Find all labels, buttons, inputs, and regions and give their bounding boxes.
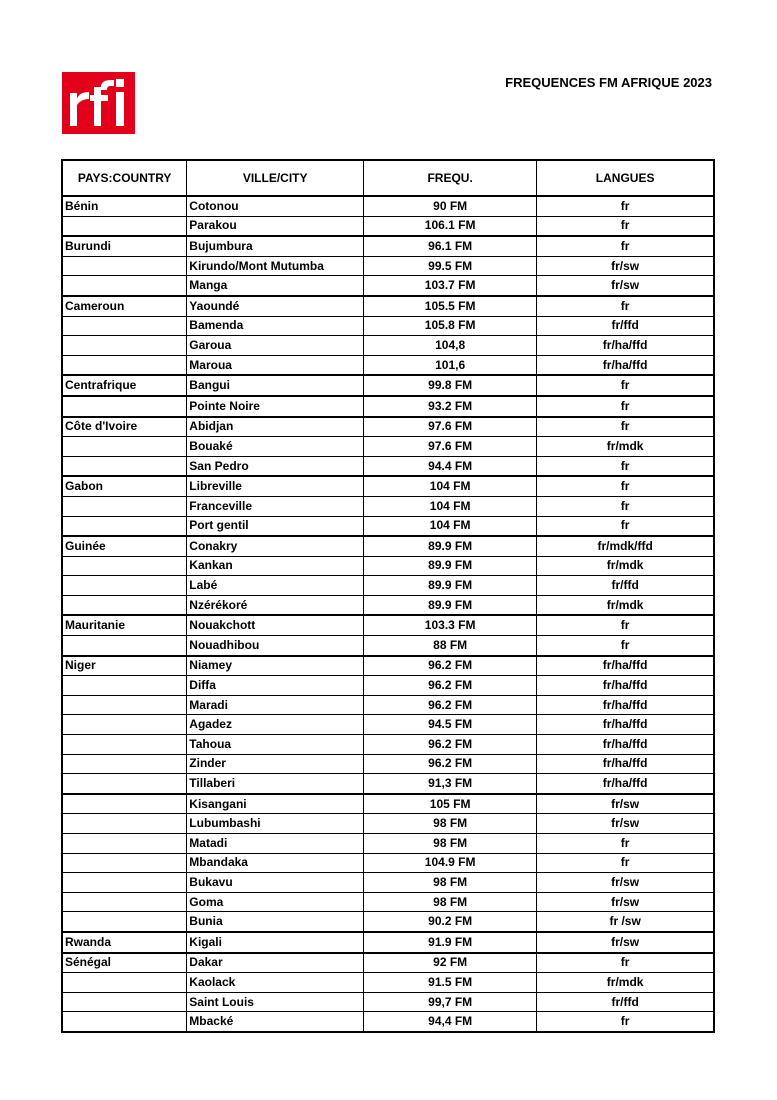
languages-cell: fr/ha/ffd (537, 355, 714, 375)
frequency-cell: 90.2 FM (364, 912, 537, 932)
city-cell: Garoua (187, 336, 364, 356)
table-row (62, 794, 714, 814)
city-cell: Bukavu (187, 873, 364, 893)
frequency-cell: 104,8 (364, 336, 537, 356)
languages-cell: fr/ha/ffd (537, 735, 714, 755)
country-cell (62, 276, 187, 296)
country-cell (62, 794, 187, 814)
frequency-cell: 104 FM (364, 476, 537, 496)
table-row (62, 576, 714, 596)
table-row (62, 892, 714, 912)
frequency-cell: 98 FM (364, 873, 537, 893)
country-cell (62, 774, 187, 794)
table-row (62, 355, 714, 375)
table-row (62, 992, 714, 1012)
country-cell (62, 853, 187, 873)
frequency-cell: 104 FM (364, 516, 537, 536)
frequency-cell: 98 FM (364, 814, 537, 834)
city-cell: Mbacké (187, 1012, 364, 1032)
country-cell (62, 735, 187, 755)
city-cell: Franceville (187, 496, 364, 516)
rfi-logo (62, 72, 135, 134)
languages-cell: fr/ha/ffd (537, 774, 714, 794)
country-cell (62, 754, 187, 774)
country-cell: Côte d'Ivoire (62, 417, 187, 437)
frequency-cell: 99.8 FM (364, 375, 537, 396)
city-cell: Tahoua (187, 735, 364, 755)
city-cell: Nzérékoré (187, 595, 364, 615)
city-cell: Libreville (187, 476, 364, 496)
languages-cell: fr/ha/ffd (537, 676, 714, 696)
table-row (62, 437, 714, 457)
languages-cell: fr (537, 375, 714, 396)
table-row (62, 615, 714, 635)
table-row (62, 595, 714, 615)
city-cell: Bamenda (187, 316, 364, 336)
city-cell: Saint Louis (187, 992, 364, 1012)
table-row (62, 1012, 714, 1032)
table-row (62, 873, 714, 893)
city-cell: Niamey (187, 656, 364, 676)
country-cell (62, 1012, 187, 1032)
frequency-cell: 97.6 FM (364, 417, 537, 437)
table-row (62, 336, 714, 356)
table-row (62, 834, 714, 854)
frequency-cell: 105.8 FM (364, 316, 537, 336)
table-row (62, 656, 714, 676)
city-cell: Agadez (187, 715, 364, 735)
languages-cell: fr (537, 417, 714, 437)
city-cell: Mbandaka (187, 853, 364, 873)
country-cell (62, 216, 187, 236)
table-row (62, 695, 714, 715)
country-cell (62, 496, 187, 516)
city-cell: Parakou (187, 216, 364, 236)
table-row (62, 456, 714, 476)
languages-cell: fr /sw (537, 912, 714, 932)
city-cell: Yaoundé (187, 296, 364, 316)
table-row (62, 516, 714, 536)
country-cell (62, 456, 187, 476)
frequency-cell: 104.9 FM (364, 853, 537, 873)
languages-cell: fr (537, 396, 714, 417)
city-cell: Nouakchott (187, 615, 364, 635)
country-cell: Mauritanie (62, 615, 187, 635)
country-cell (62, 715, 187, 735)
languages-cell: fr/mdk/ffd (537, 536, 714, 556)
languages-cell: fr (537, 496, 714, 516)
table-row (62, 735, 714, 755)
country-cell (62, 556, 187, 576)
table-row (62, 676, 714, 696)
languages-cell: fr/ffd (537, 992, 714, 1012)
table-row (62, 932, 714, 953)
city-cell: Maroua (187, 355, 364, 375)
table-header-row (62, 160, 714, 196)
languages-cell: fr/ha/ffd (537, 656, 714, 676)
city-cell: Port gentil (187, 516, 364, 536)
languages-cell: fr (537, 953, 714, 973)
country-cell (62, 576, 187, 596)
frequency-cell: 94,4 FM (364, 1012, 537, 1032)
frequency-cell: 94.4 FM (364, 456, 537, 476)
city-cell: Kankan (187, 556, 364, 576)
languages-cell: fr/ha/ffd (537, 754, 714, 774)
city-cell: Kirundo/Mont Mutumba (187, 256, 364, 276)
frequency-cell: 89.9 FM (364, 576, 537, 596)
city-cell: Zinder (187, 754, 364, 774)
languages-cell: fr/mdk (537, 595, 714, 615)
languages-cell: fr/ha/ffd (537, 336, 714, 356)
city-cell: Goma (187, 892, 364, 912)
country-cell (62, 695, 187, 715)
country-cell (62, 316, 187, 336)
table-row (62, 953, 714, 973)
languages-cell: fr (537, 853, 714, 873)
country-cell (62, 256, 187, 276)
country-cell: Centrafrique (62, 375, 187, 396)
table-row (62, 636, 714, 656)
languages-cell: fr (537, 516, 714, 536)
languages-cell: fr/mdk (537, 973, 714, 993)
city-cell: Conakry (187, 536, 364, 556)
country-cell: Cameroun (62, 296, 187, 316)
city-cell: Kisangani (187, 794, 364, 814)
city-cell: Matadi (187, 834, 364, 854)
city-cell: Bunia (187, 912, 364, 932)
languages-cell: fr (537, 476, 714, 496)
frequency-cell: 88 FM (364, 636, 537, 656)
frequency-cell: 91.5 FM (364, 973, 537, 993)
table-row (62, 276, 714, 296)
country-cell (62, 814, 187, 834)
frequency-cell: 103.3 FM (364, 615, 537, 635)
column-header-city: VILLE/CITY (187, 160, 364, 196)
document-title: FREQUENCES FM AFRIQUE 2023 (505, 75, 712, 90)
city-cell: Nouadhibou (187, 636, 364, 656)
languages-cell: fr/ha/ffd (537, 695, 714, 715)
languages-cell: fr/ffd (537, 576, 714, 596)
languages-cell: fr/sw (537, 932, 714, 953)
country-cell (62, 437, 187, 457)
country-cell (62, 992, 187, 1012)
city-cell: Bangui (187, 375, 364, 396)
languages-cell: fr/sw (537, 873, 714, 893)
frequency-cell: 99,7 FM (364, 992, 537, 1012)
frequency-cell: 89.9 FM (364, 556, 537, 576)
table-row (62, 556, 714, 576)
languages-cell: fr/sw (537, 256, 714, 276)
country-cell (62, 396, 187, 417)
table-row (62, 973, 714, 993)
frequency-cell: 96.2 FM (364, 754, 537, 774)
country-cell (62, 973, 187, 993)
languages-cell: fr (537, 636, 714, 656)
country-cell (62, 636, 187, 656)
city-cell: Kaolack (187, 973, 364, 993)
city-cell: Manga (187, 276, 364, 296)
frequency-cell: 92 FM (364, 953, 537, 973)
country-cell: Niger (62, 656, 187, 676)
table-row (62, 536, 714, 556)
frequency-cell: 103.7 FM (364, 276, 537, 296)
city-cell: Labé (187, 576, 364, 596)
rfi-logo-mark (62, 72, 135, 134)
table-body (62, 196, 714, 1032)
country-cell: Guinée (62, 536, 187, 556)
languages-cell: fr/ha/ffd (537, 715, 714, 735)
languages-cell: fr (537, 236, 714, 256)
frequency-cell: 90 FM (364, 196, 537, 216)
table-row (62, 236, 714, 256)
country-cell: Rwanda (62, 932, 187, 953)
city-cell: Lubumbashi (187, 814, 364, 834)
frequency-cell: 89.9 FM (364, 536, 537, 556)
country-cell: Sénégal (62, 953, 187, 973)
frequency-cell: 104 FM (364, 496, 537, 516)
country-cell (62, 516, 187, 536)
country-cell (62, 595, 187, 615)
frequency-cell: 106.1 FM (364, 216, 537, 236)
frequency-cell: 97.6 FM (364, 437, 537, 457)
country-cell: Bénin (62, 196, 187, 216)
frequency-cell: 105 FM (364, 794, 537, 814)
languages-cell: fr (537, 1012, 714, 1032)
city-cell: Tillaberi (187, 774, 364, 794)
country-cell (62, 834, 187, 854)
languages-cell: fr (537, 456, 714, 476)
table-row (62, 496, 714, 516)
frequency-cell: 96.1 FM (364, 236, 537, 256)
table-row (62, 256, 714, 276)
country-cell (62, 873, 187, 893)
table-row (62, 774, 714, 794)
frequency-cell: 96.2 FM (364, 676, 537, 696)
city-cell: Pointe Noire (187, 396, 364, 417)
frequency-cell: 94.5 FM (364, 715, 537, 735)
languages-cell: fr (537, 216, 714, 236)
frequency-cell: 89.9 FM (364, 595, 537, 615)
column-header-country: PAYS:COUNTRY (62, 160, 187, 196)
table-row (62, 853, 714, 873)
country-cell: Gabon (62, 476, 187, 496)
table-row (62, 396, 714, 417)
languages-cell: fr (537, 615, 714, 635)
table-row (62, 216, 714, 236)
country-cell (62, 892, 187, 912)
languages-cell: fr/ffd (537, 316, 714, 336)
frequency-cell: 93.2 FM (364, 396, 537, 417)
frequency-cell: 99.5 FM (364, 256, 537, 276)
languages-cell: fr (537, 296, 714, 316)
frequency-cell: 96.2 FM (364, 656, 537, 676)
table-row (62, 476, 714, 496)
languages-cell: fr/sw (537, 814, 714, 834)
frequency-table (61, 159, 715, 1033)
languages-cell: fr/mdk (537, 437, 714, 457)
table-row (62, 417, 714, 437)
city-cell: San Pedro (187, 456, 364, 476)
city-cell: Maradi (187, 695, 364, 715)
frequency-cell: 96.2 FM (364, 695, 537, 715)
city-cell: Dakar (187, 953, 364, 973)
country-cell (62, 336, 187, 356)
column-header-frequency: FREQU. (364, 160, 537, 196)
city-cell: Bouaké (187, 437, 364, 457)
frequency-cell: 96.2 FM (364, 735, 537, 755)
country-cell (62, 676, 187, 696)
city-cell: Abidjan (187, 417, 364, 437)
languages-cell: fr/sw (537, 794, 714, 814)
table-row (62, 196, 714, 216)
country-cell: Burundi (62, 236, 187, 256)
table-row (62, 754, 714, 774)
table-row (62, 814, 714, 834)
frequency-cell: 98 FM (364, 892, 537, 912)
table-row (62, 715, 714, 735)
country-cell (62, 355, 187, 375)
country-cell (62, 912, 187, 932)
languages-cell: fr/mdk (537, 556, 714, 576)
frequency-cell: 91,3 FM (364, 774, 537, 794)
table-row (62, 375, 714, 396)
city-cell: Kigali (187, 932, 364, 953)
languages-cell: fr (537, 196, 714, 216)
frequency-cell: 101,6 (364, 355, 537, 375)
frequency-cell: 105.5 FM (364, 296, 537, 316)
languages-cell: fr/sw (537, 276, 714, 296)
frequency-cell: 91.9 FM (364, 932, 537, 953)
languages-cell: fr/sw (537, 892, 714, 912)
languages-cell: fr (537, 834, 714, 854)
city-cell: Cotonou (187, 196, 364, 216)
table-row (62, 296, 714, 316)
frequency-cell: 98 FM (364, 834, 537, 854)
column-header-languages: LANGUES (537, 160, 714, 196)
table-row (62, 316, 714, 336)
city-cell: Bujumbura (187, 236, 364, 256)
city-cell: Diffa (187, 676, 364, 696)
table-row (62, 912, 714, 932)
